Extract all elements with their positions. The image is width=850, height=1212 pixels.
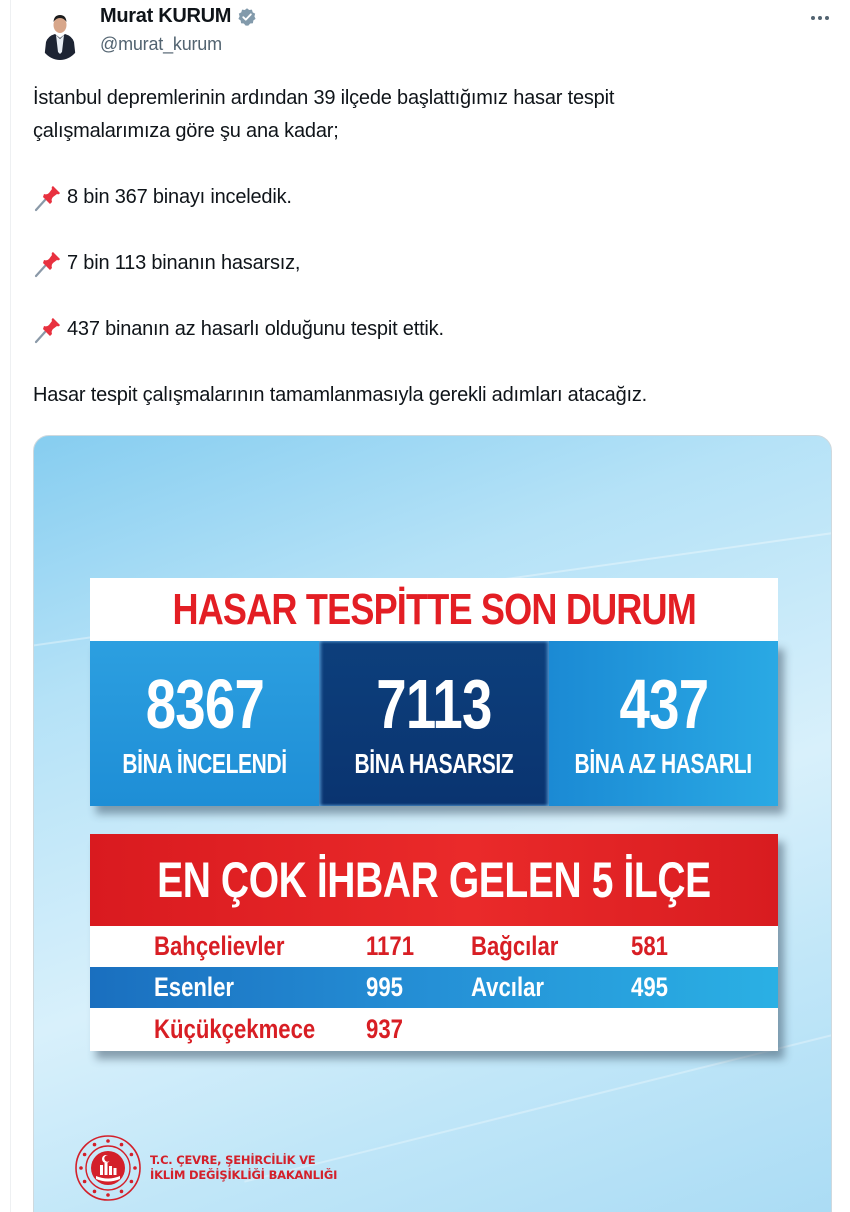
ministry-logo-icon	[74, 1134, 142, 1202]
ministry-name-line-2: İKLİM DEĞİŞİKLİĞİ BAKANLIĞI	[150, 1168, 338, 1182]
pushpin-icon	[33, 316, 63, 344]
tweet-closing: Hasar tespit çalışmalarının tamamlanmasıyla gerekli adımları atacağız.	[33, 384, 648, 406]
district-count: 937	[366, 1014, 403, 1044]
district-row	[90, 967, 778, 1008]
bullet-3-text: 437 binanın az hasarlı olduğunu tespit ettik.	[67, 318, 444, 340]
more-dot-icon	[818, 16, 822, 20]
stat-label: BİNA HASARSIZ	[354, 747, 514, 779]
district-count: 1171	[366, 931, 415, 961]
district-name: Avcılar	[471, 972, 545, 1002]
stat-inspected	[90, 641, 319, 806]
more-dot-icon	[811, 16, 815, 20]
pushpin-icon	[33, 250, 63, 278]
district-name: Esenler	[154, 972, 235, 1002]
avatar-photo-icon	[38, 8, 82, 60]
districts-panel	[90, 834, 778, 1051]
district-count: 495	[631, 972, 668, 1002]
author-display-name[interactable]: Murat KURUM	[100, 5, 232, 27]
tweet-text	[33, 82, 833, 412]
stat-value: 8367	[145, 664, 264, 743]
bullet-1-text: 8 bin 367 binayı inceledik.	[67, 186, 292, 208]
ministry-name	[150, 1153, 337, 1183]
author-name[interactable]	[100, 5, 257, 28]
verified-badge-icon	[237, 7, 257, 27]
pushpin-icon	[33, 184, 63, 212]
district-row	[90, 1008, 778, 1051]
bullet-3	[33, 313, 833, 346]
districts-title: EN ÇOK İHBAR GELEN 5 İLÇE	[157, 852, 711, 908]
avatar[interactable]	[38, 8, 82, 60]
bullet-2	[33, 247, 833, 280]
ministry-branding	[74, 1134, 337, 1202]
district-count: 581	[631, 931, 668, 961]
tweet-container-border	[10, 0, 11, 1212]
tweet-media-image[interactable]	[33, 435, 832, 1212]
districts-header	[90, 834, 778, 926]
tweet-intro-line-2: çalışmalarımıza göre şu ana kadar;	[33, 120, 339, 142]
more-options-button[interactable]	[806, 4, 834, 32]
stat-slightly-damaged	[549, 641, 778, 806]
stat-label: BİNA AZ HASARLI	[574, 747, 753, 779]
district-name: Küçükçekmece	[154, 1014, 316, 1044]
district-row	[90, 926, 778, 967]
more-dot-icon	[825, 16, 829, 20]
infographic-title-bar	[90, 578, 778, 641]
infographic-title: HASAR TESPİTTE SON DURUM	[172, 584, 696, 634]
district-count: 995	[366, 972, 403, 1002]
stat-undamaged	[319, 641, 549, 806]
stat-label: BİNA İNCELENDİ	[122, 747, 287, 779]
ministry-name-line-1: T.C. ÇEVRE, ŞEHİRCİLİK VE	[150, 1153, 316, 1167]
bullet-1	[33, 181, 833, 214]
tweet-intro-line-1: İstanbul depremlerinin ardından 39 ilçede başlattığımız hasar tespit	[33, 87, 615, 109]
bullet-2-text: 7 bin 113 binanın hasarsız,	[67, 252, 301, 274]
district-name: Bağcılar	[471, 931, 559, 961]
stat-value: 437	[619, 664, 708, 743]
stat-value: 7113	[376, 664, 492, 743]
stats-panel	[90, 641, 778, 806]
district-name: Bahçelievler	[154, 931, 285, 961]
author-handle[interactable]: @murat_kurum	[100, 34, 222, 54]
